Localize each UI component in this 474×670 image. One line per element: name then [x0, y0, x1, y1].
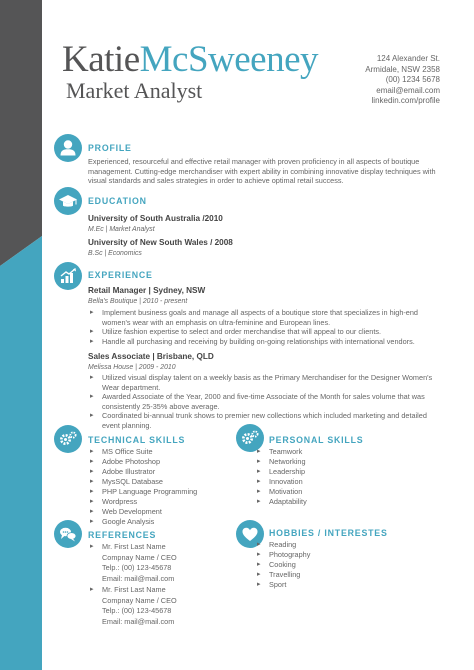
- speech-bubbles-icon: [54, 520, 82, 548]
- education-school: University of South Australia /2010: [88, 214, 223, 223]
- list-item: ▸ PHP Language Programming: [88, 487, 197, 497]
- list-item: ▸ Cooking: [255, 560, 310, 570]
- reference-entry: [88, 542, 177, 584]
- contact-block: [365, 54, 440, 107]
- list-item: ▸ Awarded Associate of the Year, 2000 and five-time Associate of the Month for sales volume that was consistently 25-35% above average.: [88, 392, 440, 411]
- growth-chart-icon: [54, 262, 82, 290]
- job-title-line: Retail Manager | Sydney, NSW: [88, 286, 206, 295]
- list-item: ▸ Utilize fashion expertise to select and order merchandise that will appeal to our clients.: [88, 327, 440, 337]
- list-item: ▸ Utilized visual display talent on a weekly basis as the Primary Merchandiser for the Designer Women's Wear department.: [88, 373, 440, 392]
- education-degree: B.Sc | Economics: [88, 250, 142, 257]
- side-band: [0, 0, 42, 670]
- technical-skills-heading: TECHNICAL SKILLS: [88, 435, 186, 445]
- list-item: ▸ Wordpress: [88, 497, 197, 507]
- reference-entry: [88, 585, 177, 627]
- list-item: ▸ Google Analysis: [88, 517, 197, 527]
- personal-skills-list: [255, 447, 307, 507]
- list-item: ▸ Innovation: [255, 477, 307, 487]
- list-item: ▸ Travelling: [255, 570, 310, 580]
- reference-phone: Telp.: (00) 123-45678: [102, 563, 172, 572]
- profile-text: Experienced, resourceful and effective retail manager with proven proficiency in all aspects of boutique management. Cutting-edge merchandiser with expert ability in combining innovative display techniques with visual standards and sales strategies in order to achieve optimal retail success.: [88, 157, 436, 185]
- list-item: ▸ Networking: [255, 457, 307, 467]
- reference-name: ▸ Mr. First Last Name: [88, 585, 177, 596]
- job-bullets: [88, 373, 440, 431]
- contact-street: 124 Alexander St.: [376, 54, 440, 63]
- side-band-shape: [0, 0, 42, 670]
- list-item: ▸ MS Office Suite: [88, 447, 197, 457]
- list-item: ▸ MysSQL Database: [88, 477, 197, 487]
- graduation-cap-icon: [54, 187, 82, 215]
- list-item: ▸ Photography: [255, 550, 310, 560]
- list-item: ▸ Adobe Photoshop: [88, 457, 197, 467]
- list-item: ▸ Implement business goals and manage all aspects of a boutique store that specializes in high-end women's wear with an emphasis on ultra-feminine and European lines.: [88, 308, 440, 327]
- list-item: ▸ Adobe Illustrator: [88, 467, 197, 477]
- reference-role: Compnay Name / CEO: [102, 595, 177, 605]
- last-name: McSweeney: [139, 39, 319, 80]
- list-item: ▸ Teamwork: [255, 447, 307, 457]
- list-item: ▸ Leadership: [255, 467, 307, 477]
- hobbies-heading: HOBBIES / INTERESTES: [269, 528, 388, 538]
- personal-skills-heading: PERSONAL SKILLS: [269, 435, 364, 445]
- list-item: ▸ Handle all purchasing and receiving by building on-going relationships with international vendors.: [88, 337, 440, 347]
- list-item: ▸ Coordinated bi-annual trunk shows to premier new collections which included marketing and detailed event planning.: [88, 411, 440, 430]
- experience-heading: EXPERIENCE: [88, 270, 153, 280]
- reference-email: Email: mail@mail.com: [102, 573, 175, 583]
- contact-city: Armidale, NSW 2358: [365, 64, 440, 74]
- list-item: ▸ Reading: [255, 540, 310, 550]
- person-icon: [54, 134, 82, 162]
- reference-phone: Telp.: (00) 123-45678: [102, 606, 172, 615]
- reference-role: Compnay Name / CEO: [102, 552, 177, 562]
- contact-email[interactable]: email@email.com: [376, 85, 440, 95]
- first-name: Katie: [62, 39, 140, 80]
- education-degree: M.Ec | Market Analyst: [88, 226, 155, 233]
- gears-icon: [54, 425, 82, 453]
- job-bullets: [88, 308, 440, 346]
- list-item: ▸ Motivation: [255, 487, 307, 497]
- education-school: University of New South Wales / 2008: [88, 238, 233, 247]
- education-heading: EDUCATION: [88, 196, 147, 206]
- candidate-name: [62, 40, 318, 80]
- job-title: Market Analyst: [66, 78, 203, 103]
- job-title-line: Sales Associate | Brisbane, QLD: [88, 352, 214, 361]
- list-item: ▸ Sport: [255, 580, 310, 590]
- job-company: Bella's Boutique | 2010 - present: [88, 298, 188, 305]
- references-heading: REFERENCES: [88, 530, 157, 540]
- contact-phone: (00) 1234 5678: [385, 75, 440, 84]
- list-item: ▸ Adaptability: [255, 497, 307, 507]
- hobbies-list: [255, 540, 310, 590]
- reference-name: ▸ Mr. First Last Name: [88, 542, 177, 553]
- technical-skills-list: [88, 447, 197, 527]
- reference-email: Email: mail@mail.com: [102, 616, 175, 626]
- list-item: ▸ Web Development: [88, 507, 197, 517]
- contact-linkedin[interactable]: linkedin.com/profile: [371, 96, 440, 105]
- job-company: Melissa House | 2009 - 2010: [88, 364, 176, 371]
- profile-heading: PROFILE: [88, 143, 132, 153]
